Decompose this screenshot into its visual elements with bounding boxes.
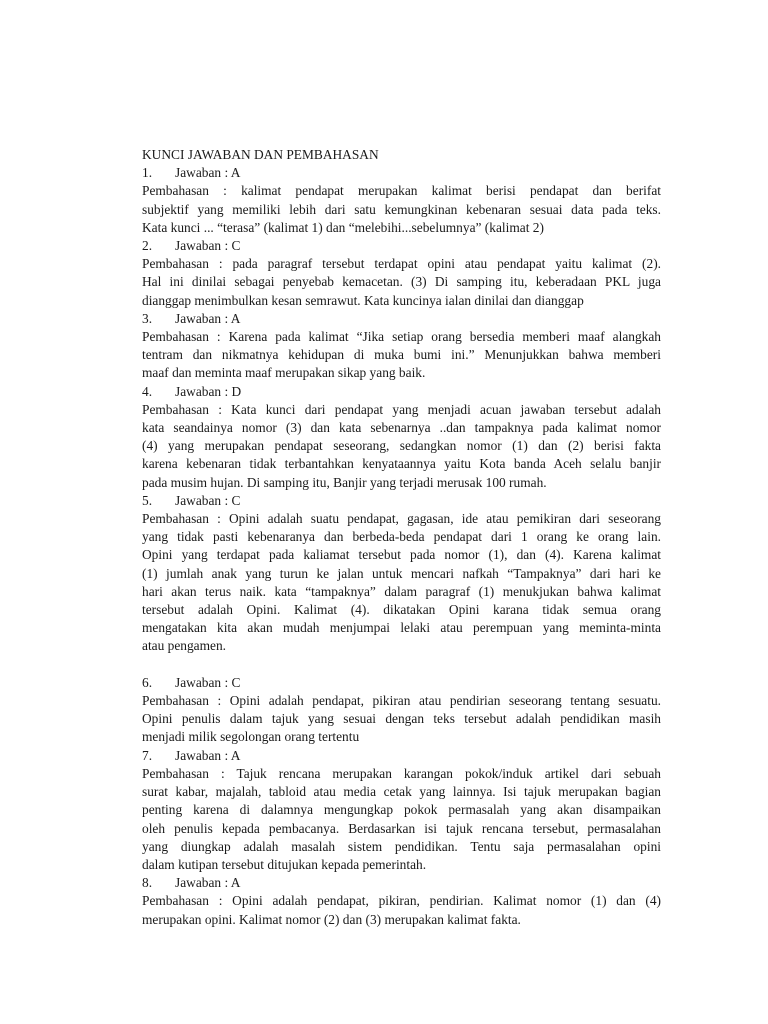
explanation-line: maaf dan meminta maaf merupakan sikap yang baik. xyxy=(142,365,426,381)
explanation-line: Kata kunci ... “terasa” (kalimat 1) dan “melebihi...sebelumnya” (kalimat 2) xyxy=(142,219,544,235)
answer-line xyxy=(142,310,661,328)
explanation-line: tersebut adalah Opini. Kalimat (4). dikatakan Opini karana tidak semua orang xyxy=(142,602,661,618)
answer-line xyxy=(142,674,661,692)
explanation-line: surat kabar, majalah, tabloid atau media cetak yang lainnya. Isi tajuk merupakan bagian xyxy=(142,784,661,800)
explanation-line: dalam kutipan tersebut ditujukan kepada pemerintah. xyxy=(142,856,427,872)
explanation-line: Pembahasan : Opini adalah pendapat, pikiran, pendirian. Kalimat nomor (1) dan (4) xyxy=(142,893,661,909)
answer-label: Jawaban : A xyxy=(175,165,241,181)
explanation-paragraph xyxy=(142,328,661,383)
explanation-line: tentram dan nikmatnya kehidupan di muka bumi ini.” Menunjukkan bahwa memberi xyxy=(142,347,661,363)
answer-label: Jawaban : A xyxy=(175,875,241,891)
answer-label: Jawaban : C xyxy=(175,674,241,690)
explanation-line: Hal ini dinilai sebagai penyebab kemacetan. (3) Di samping itu, keberadaan PKL juga xyxy=(142,274,661,290)
explanation-line: penting karena di dalamnya mengungkap pokok permasalah yang akan disampaikan xyxy=(142,802,661,818)
question-number: 6. xyxy=(142,674,153,690)
answer-list xyxy=(142,164,661,929)
explanation-paragraph xyxy=(142,692,661,747)
explanation-line: subjektif yang memiliki lebih dari satu kemungkinan kebenaran sesuai data pada teks. xyxy=(142,201,661,217)
explanation-line: Pembahasan : kalimat pendapat merupakan kalimat berisi pendapat dan berifat xyxy=(142,183,661,199)
answer-line xyxy=(142,383,661,401)
page-title: KUNCI JAWABAN DAN PEMBAHASAN xyxy=(142,147,379,162)
answer-line xyxy=(142,164,661,182)
answer-label: Jawaban : C xyxy=(175,238,241,254)
explanation-line: (1) jumlah anak yang turun ke jalan untuk mencari nafkah “Tampaknya” dari hari ke xyxy=(142,565,661,581)
explanation-line: Pembahasan : Kata kunci dari pendapat yang menjadi acuan jawaban tersebut adalah xyxy=(142,401,661,417)
answer-item xyxy=(142,310,661,383)
explanation-line: menjadi milik segolongan orang tertentu xyxy=(142,729,360,745)
answer-item xyxy=(142,747,661,874)
explanation-paragraph xyxy=(142,892,661,928)
explanation-line: Pembahasan : Karena pada kalimat “Jika setiap orang bersedia memberi maaf alangkah xyxy=(142,329,661,345)
answer-key-content xyxy=(142,146,661,929)
answer-item xyxy=(142,674,661,747)
question-number: 7. xyxy=(142,747,153,763)
explanation-line: Opini yang terdapat pada kaliamat tersebut pada nomor (1), dan (4). Karena kalimat xyxy=(142,547,661,563)
question-number: 5. xyxy=(142,492,153,508)
explanation-line: pada musim hujan. Di samping itu, Banjir yang terjadi merusak 100 rumah. xyxy=(142,474,547,490)
answer-line xyxy=(142,747,661,765)
explanation-line: mengatakan kita akan mudah menjumpai lelaki atau perempuan yang meminta-minta xyxy=(142,620,661,636)
explanation-paragraph xyxy=(142,510,661,656)
explanation-line: merupakan opini. Kalimat nomor (2) dan (3) merupakan kalimat fakta. xyxy=(142,911,521,927)
question-number: 8. xyxy=(142,875,153,891)
explanation-line: (4) yang merupakan pendapat seseorang, sedangkan nomor (1) dan (2) berisi fakta xyxy=(142,438,661,454)
explanation-line: Pembahasan : Opini adalah suatu pendapat, gagasan, ide atau pemikiran dari seseorang xyxy=(142,511,661,527)
explanation-paragraph xyxy=(142,255,661,310)
explanation-line: dianggap menimbulkan kesan semrawut. Kata kuncinya ialan dinilai dan dianggap xyxy=(142,292,584,308)
explanation-line: atau pengamen. xyxy=(142,638,227,654)
explanation-paragraph xyxy=(142,182,661,237)
answer-line xyxy=(142,237,661,255)
explanation-line: Pembahasan : Opini adalah pendapat, pikiran atau pendirian seseorang tentang sesuatu. xyxy=(142,693,661,709)
explanation-paragraph xyxy=(142,765,661,874)
answer-label: Jawaban : A xyxy=(175,747,241,763)
answer-line xyxy=(142,492,661,510)
explanation-line: Pembahasan : Tajuk rencana merupakan karangan pokok/induk artikel dari sebuah xyxy=(142,765,661,781)
question-number: 1. xyxy=(142,165,153,181)
explanation-line: yang diungkap adalah masalah sistem pendidikan. Tentu saja permasalahan opini xyxy=(142,838,661,854)
answer-label: Jawaban : A xyxy=(175,310,241,326)
explanation-line: karena kebenaran tidak terbantahkan kenyataannya yaitu Kota banda Aceh selalu banjir xyxy=(142,456,661,472)
answer-item xyxy=(142,164,661,237)
paragraph-spacer xyxy=(142,656,661,674)
answer-item xyxy=(142,874,661,929)
answer-item xyxy=(142,492,661,656)
explanation-line: Pembahasan : pada paragraf tersebut terdapat opini atau pendapat yaitu kalimat (2). xyxy=(142,256,661,272)
answer-item xyxy=(142,383,661,492)
explanation-line: oleh penulis kepada pembacanya. Berdasarkan isi tajuk rencana tersebut, permasalahan xyxy=(142,820,661,836)
answer-line xyxy=(142,874,661,892)
question-number: 3. xyxy=(142,310,153,326)
explanation-line: kata seandainya nomor (3) dan kata sebenarnya ..dan tampaknya pada kalimat nomor xyxy=(142,420,661,436)
explanation-line: hari akan terus naik. kata “tampaknya” dalam paragraf (1) menukjukan bahwa kalimat xyxy=(142,583,661,599)
answer-label: Jawaban : D xyxy=(175,383,242,399)
question-number: 2. xyxy=(142,238,153,254)
question-number: 4. xyxy=(142,383,153,399)
answer-label: Jawaban : C xyxy=(175,492,241,508)
answer-item xyxy=(142,237,661,310)
explanation-line: yang tidak pasti kebenaranya dan berbeda-beda pendapat dari 1 orang ke orang lain. xyxy=(142,529,661,545)
explanation-paragraph xyxy=(142,401,661,492)
explanation-line: Opini penulis dalam tajuk yang sesuai dengan teks tersebut adalah pendidikan masih xyxy=(142,711,661,727)
